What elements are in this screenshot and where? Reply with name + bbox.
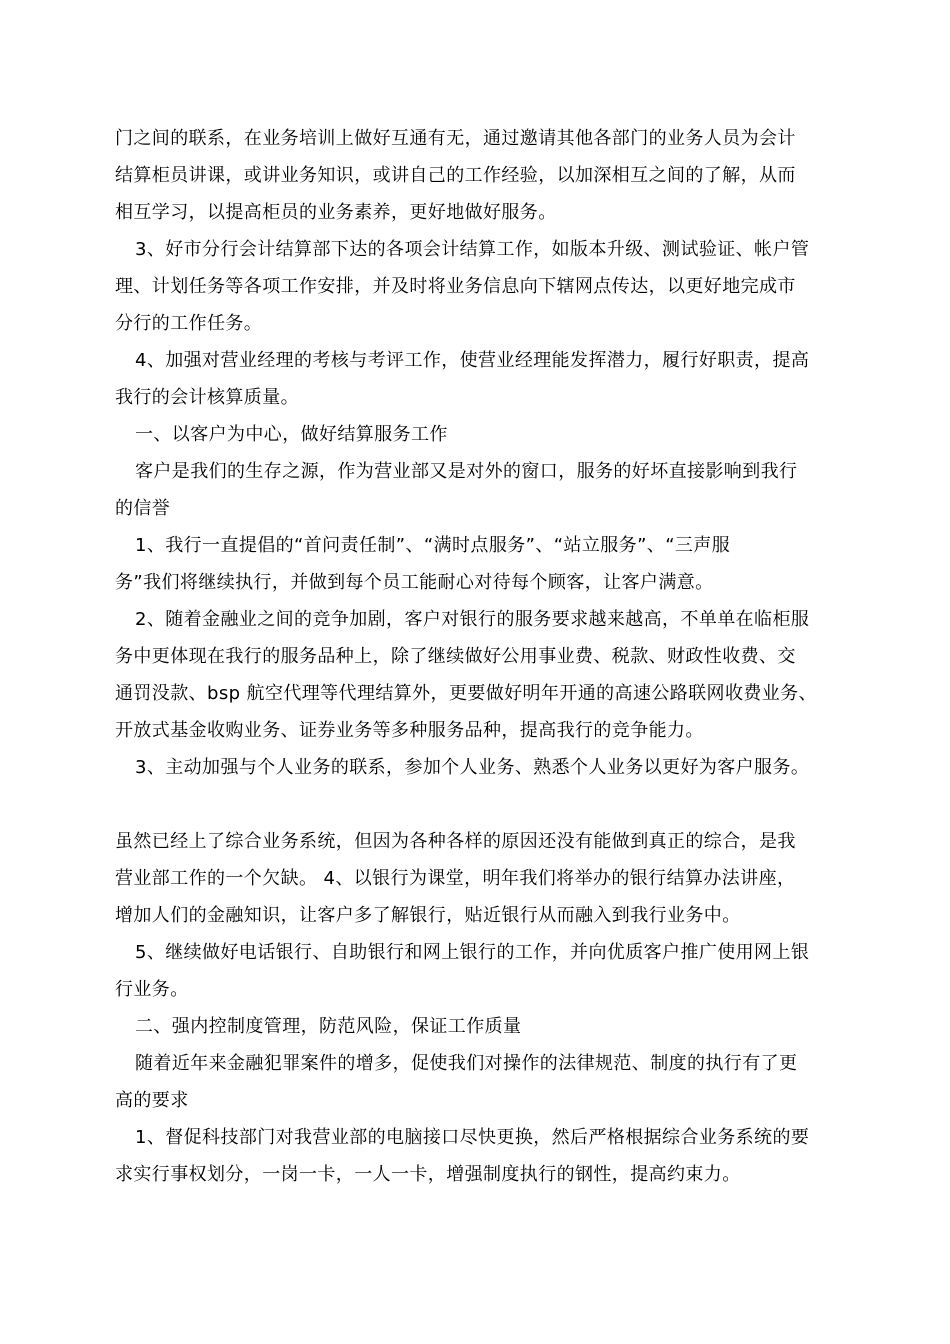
text-line: 客户是我们的生存之源，作为营业部又是对外的窗口，服务的好坏直接影响到我行 <box>135 461 798 482</box>
text-line: 3、主动加强与个人业务的联系，参加个人业务、熟悉个人业务以更好为客户服务。 <box>135 757 810 778</box>
section-heading: 一、以客户为中心，做好结算服务工作 <box>135 424 448 445</box>
text-line: 开放式基金收购业务、证券业务等多种服务品种，提高我行的竞争能力。 <box>115 720 704 741</box>
text-line: 1、督促科技部门对我营业部的电脑接口尽快更换，然后严格根据综合业务系统的要 <box>135 1127 810 1148</box>
text-line: 结算柜员讲课，或讲业务知识，或讲自己的工作经验，以加深相互之间的了解，从而 <box>115 165 796 186</box>
text-line: 2、随着金融业之间的竞争加剧，客户对银行的服务要求越来越高，不单单在临柜服 <box>135 609 810 630</box>
text-line: 的信誉 <box>115 498 171 519</box>
text-line: 求实行事权划分，一岗一卡，一人一卡，增强制度执行的钢性，提高约束力。 <box>115 1164 741 1185</box>
text-line: 营业部工作的一个欠缺。 4、以银行为课堂，明年我们将举办的银行结算办法讲座， <box>115 868 796 889</box>
text-line: 虽然已经上了综合业务系统，但因为各种各样的原因还没有能做到真正的综合，是我 <box>115 831 796 852</box>
text-line: 4、加强对营业经理的考核与考评工作，使营业经理能发挥潜力，履行好职责，提高 <box>135 350 810 371</box>
text-line: 门之间的联系，在业务培训上做好互通有无，通过邀请其他各部门的业务人员为会计 <box>115 128 796 149</box>
text-line: 务中更体现在我行的服务品种上，除了继续做好公用事业费、税款、财政性收费、交 <box>115 646 796 667</box>
text-line: 我行的会计核算质量。 <box>115 387 299 408</box>
text-line: 5、继续做好电话银行、自助银行和网上银行的工作，并向优质客户推广使用网上银 <box>135 942 810 963</box>
text-line: 理、计划任务等各项工作安排，并及时将业务信息向下辖网点传达，以更好地完成市 <box>115 276 796 297</box>
text-line: 通罚没款、bsp 航空代理等代理结算外，更要做好明年开通的高速公路联网收费业务、 <box>115 683 817 704</box>
text-line: 相互学习，以提高柜员的业务素养，更好地做好服务。 <box>115 202 557 223</box>
text-line: 3、好市分行会计结算部下达的各项会计结算工作，如版本升级、测试验证、帐户管 <box>135 239 810 260</box>
text-line: 增加人们的金融知识，让客户多了解银行，贴近银行从而融入到我行业务中。 <box>115 905 741 926</box>
text-line: 行业务。 <box>115 979 189 1000</box>
text-line: 随着近年来金融犯罪案件的增多，促使我们对操作的法律规范、制度的执行有了更 <box>135 1053 798 1074</box>
text-line: 高的要求 <box>115 1090 189 1111</box>
text-line: 1、我行一直提倡的“首问责任制”、“满时点服务”、“站立服务”、“三声服 <box>135 535 731 556</box>
section-heading: 二、强内控制度管理，防范风险，保证工作质量 <box>135 1016 522 1037</box>
text-line: 分行的工作任务。 <box>115 313 263 334</box>
text-line: 务”我们将继续执行，并做到每个员工能耐心对待每个顾客，让客户满意。 <box>115 572 714 593</box>
